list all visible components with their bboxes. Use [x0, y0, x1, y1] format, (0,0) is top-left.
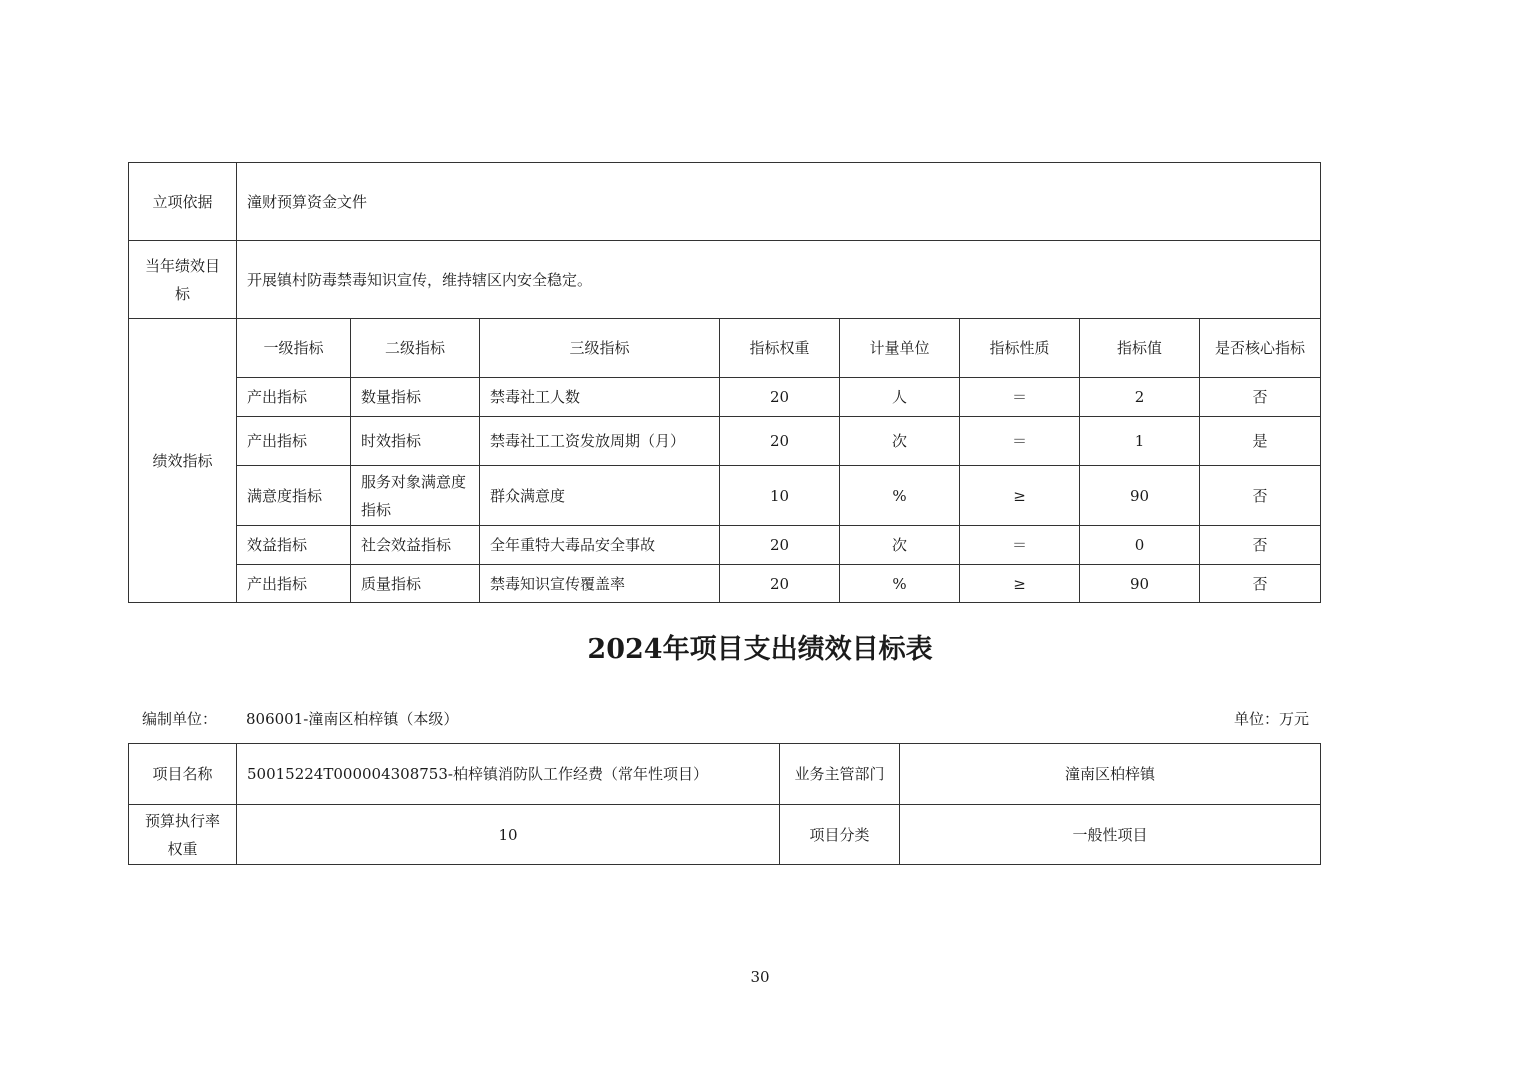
unit-cell: 人 — [840, 378, 960, 417]
basis-label: 立项依据 — [129, 163, 237, 241]
indicators-label: 绩效指标 — [129, 319, 237, 603]
weight-cell: 20 — [720, 526, 840, 565]
performance-indicator-table — [128, 162, 1321, 603]
weight-cell: 20 — [720, 417, 840, 466]
category-value: 一般性项目 — [900, 805, 1321, 865]
project-name-label: 项目名称 — [129, 744, 237, 805]
unit-cell: % — [840, 565, 960, 603]
level3-cell: 禁毒社工工资发放周期（月） — [480, 417, 720, 466]
nature-cell: ＝ — [960, 526, 1080, 565]
basis-value: 潼财预算资金文件 — [237, 163, 1321, 241]
core-cell: 是 — [1200, 417, 1321, 466]
weight-cell: 20 — [720, 565, 840, 603]
level1-cell: 产出指标 — [237, 417, 351, 466]
budget-weight-label: 预算执行率权重 — [129, 805, 237, 865]
value-cell: 90 — [1080, 565, 1200, 603]
category-label: 项目分类 — [780, 805, 900, 865]
table-row — [129, 565, 1321, 603]
value-cell: 1 — [1080, 417, 1200, 466]
level1-cell: 产出指标 — [237, 565, 351, 603]
column-header: 一级指标 — [237, 319, 351, 378]
level1-cell: 效益指标 — [237, 526, 351, 565]
level2-cell: 质量指标 — [351, 565, 480, 603]
column-header: 指标权重 — [720, 319, 840, 378]
core-cell: 否 — [1200, 378, 1321, 417]
indicator-header-row — [129, 319, 1321, 378]
annual-goal-value: 开展镇村防毒禁毒知识宣传，维持辖区内安全稳定。 — [237, 241, 1321, 319]
unit-cell: 次 — [840, 526, 960, 565]
weight-cell: 20 — [720, 378, 840, 417]
nature-cell: ＝ — [960, 417, 1080, 466]
department-value: 潼南区柏梓镇 — [900, 744, 1321, 805]
department-label: 业务主管部门 — [780, 744, 900, 805]
column-header: 是否核心指标 — [1200, 319, 1321, 378]
table-row — [129, 466, 1321, 526]
project-name-value: 50015224T000004308753-柏梓镇消防队工作经费（常年性项目） — [237, 744, 780, 805]
compiling-unit-value: 806001-潼南区柏梓镇（本级） — [246, 710, 459, 728]
level3-cell: 禁毒知识宣传覆盖率 — [480, 565, 720, 603]
table-row — [129, 378, 1321, 417]
currency-unit: 单位：万元 — [1233, 710, 1309, 728]
value-cell: 2 — [1080, 378, 1200, 417]
weight-cell: 10 — [720, 466, 840, 526]
nature-cell: ＝ — [960, 378, 1080, 417]
level2-cell: 服务对象满意度指标 — [351, 466, 480, 526]
nature-cell: ≥ — [960, 466, 1080, 526]
column-header: 三级指标 — [480, 319, 720, 378]
level3-cell: 全年重特大毒品安全事故 — [480, 526, 720, 565]
compiling-unit-label: 编制单位： — [142, 710, 218, 728]
core-cell: 否 — [1200, 565, 1321, 603]
unit-cell: % — [840, 466, 960, 526]
column-header: 指标性质 — [960, 319, 1080, 378]
table-row — [129, 417, 1321, 466]
core-cell: 否 — [1200, 526, 1321, 565]
nature-cell: ≥ — [960, 565, 1080, 603]
table-row — [129, 526, 1321, 565]
column-header: 计量单位 — [840, 319, 960, 378]
annual-goal-label: 当年绩效目标 — [129, 241, 237, 319]
project-info-table — [128, 743, 1321, 865]
level1-cell: 满意度指标 — [237, 466, 351, 526]
core-cell: 否 — [1200, 466, 1321, 526]
level3-cell: 禁毒社工人数 — [480, 378, 720, 417]
page-number: 30 — [750, 968, 770, 986]
column-header: 二级指标 — [351, 319, 480, 378]
level3-cell: 群众满意度 — [480, 466, 720, 526]
unit-cell: 次 — [840, 417, 960, 466]
column-header: 指标值 — [1080, 319, 1200, 378]
budget-weight-value: 10 — [237, 805, 780, 865]
level2-cell: 数量指标 — [351, 378, 480, 417]
document-title: 2024年项目支出绩效目标表 — [587, 634, 933, 665]
level2-cell: 社会效益指标 — [351, 526, 480, 565]
value-cell: 90 — [1080, 466, 1200, 526]
level1-cell: 产出指标 — [237, 378, 351, 417]
level2-cell: 时效指标 — [351, 417, 480, 466]
value-cell: 0 — [1080, 526, 1200, 565]
